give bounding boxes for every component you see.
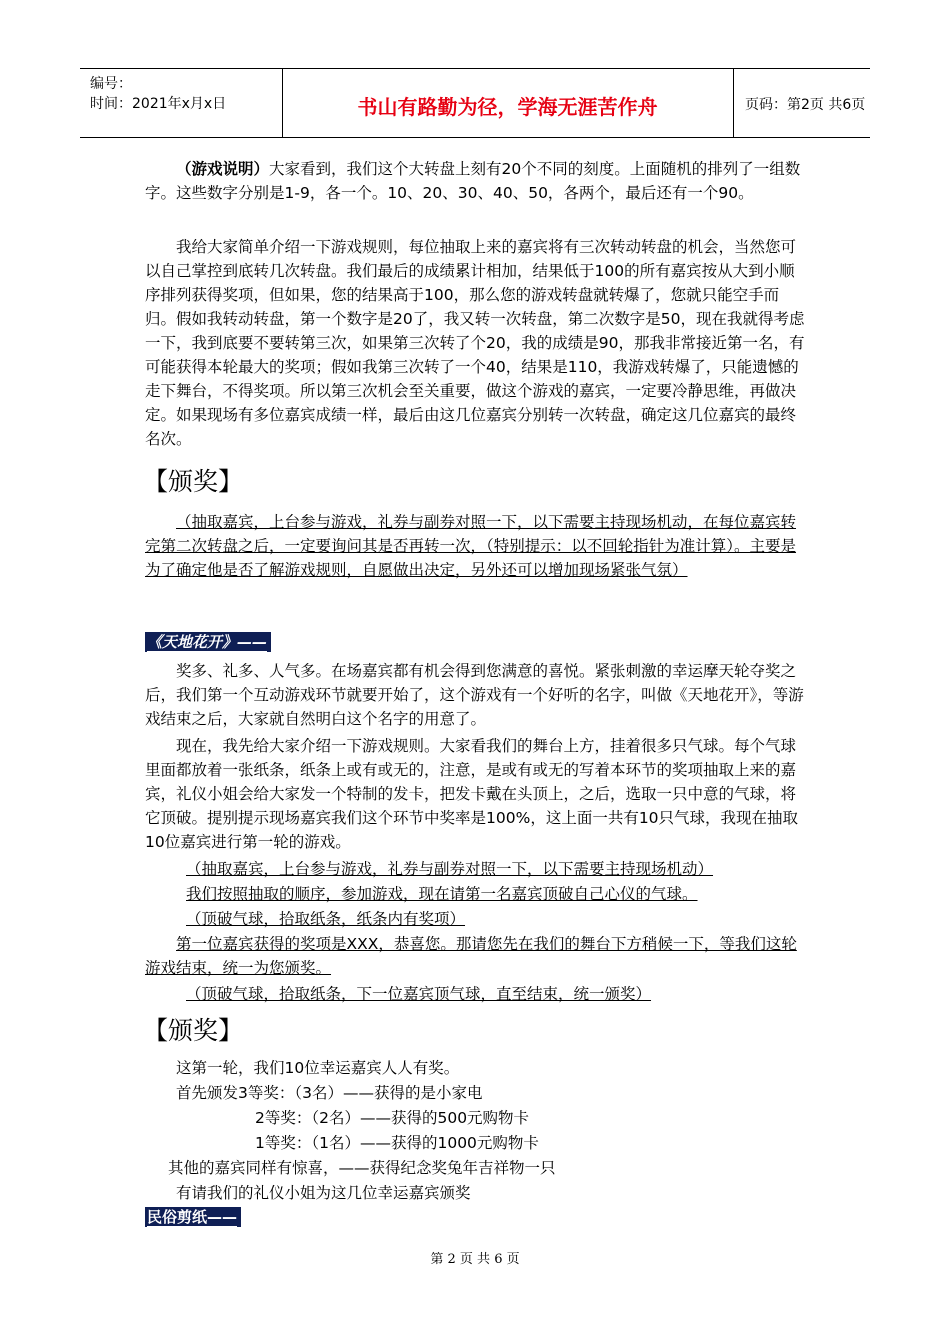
description-text: 大家看到，我们这个大转盘上刻有20个不同的刻度。上面随机的排列了一组数字。这些数字分别是1-9，各一个。10、20、30、40、50，各两个，最后还有一个90。 [145, 160, 801, 202]
section-title-folk-papercut: 民俗剪纸—— [145, 1207, 241, 1227]
game-rules: 我给大家简单介绍一下游戏规则，每位抽取上来的嘉宾将有三次转动转盘的机会，当然您可以自己掌控到底转几次转盘。我们最后的成绩累计相加，结果低于100的所有嘉宾按从大到小顺序排列获得奖项，但如果，您的结果高于100，那么您的游戏转盘就转爆了，您就只能空手而归。假如我转动转盘，第一个数字是20了，我又转一次转盘，第二次数字是50，现在我就得考虑一下，我到底要不要转第三次，如果第三次转了个20，我的成绩是90，那我非常接近第一名，有可能获得本轮最大的奖项；假如我第三次转了一个40，结果是110，我游戏转爆了，只能遗憾的走下舞台，不得奖项。所以第三次机会至关重要，做这个游戏的嘉宾，一定要冷静思维，再做决定。如果现场有多位嘉宾成绩一样，最后由这几位嘉宾分别转一次转盘，确定这几位嘉宾的最终名次。 [145, 238, 805, 448]
game2-rules: 现在，我先给大家介绍一下游戏规则。大家看我们的舞台上方，挂着很多只气球。每个气球里面都放着一张纸条，纸条上或有或无的，注意，是或有或无的写着本环节的奖项抽取上来的嘉宾，礼仪小姐会给大家发一个特制的发卡，把发卡戴在头顶上，之后，选取一只中意的气球，将它顶破。提别提示现场嘉宾我们这个环节中奖率是100%，这上面一共有10只气球，我现在抽取10位嘉宾进行第一轮的游戏。 [145, 737, 799, 851]
motto: 书山有路勤为径，学海无涯苦作舟 [357, 95, 658, 119]
host-note: （顶破气球，拾取纸条，下一位嘉宾顶气球，直至结束，统一颁奖） [186, 985, 652, 1003]
awards-intro: 这第一轮，我们10位幸运嘉宾人人有奖。 [176, 1059, 460, 1077]
host-line: 第一位嘉宾获得的奖项是XXX，恭喜您。那请您先在我们的舞台下方稍候一下，等我们这轮游戏结束，统一为您颁奖。 [145, 935, 797, 977]
third-prize: 首先颁发3等奖：（3名）——获得的是小家电 [176, 1084, 483, 1102]
game2-intro: 奖多、礼多、人气多。在场嘉宾都有机会得到您满意的喜悦。紧张刺激的幸运摩天轮夺奖之后，我们第一个互动游戏环节就要开始了，这个游戏有一个好听的名字，叫做《天地花开》，等游戏结束之后，大家就自然明白这个名字的用意了。 [145, 662, 804, 728]
second-prize: 2等奖：（2名）——获得的500元购物卡 [255, 1109, 530, 1127]
award-invite: 有请我们的礼仪小姐为这几位幸运嘉宾颁奖 [176, 1184, 471, 1202]
host-note: （抽取嘉宾，上台参与游戏，礼券与副券对照一下，以下需要主持现场机动） [186, 860, 714, 878]
header-page-cell [733, 69, 870, 137]
first-prize: 1等奖：（1名）——获得的1000元购物卡 [255, 1134, 539, 1152]
award-heading: 【颁奖】 [143, 467, 244, 496]
doc-number-label: 编号： [90, 76, 132, 92]
game-description [145, 157, 809, 205]
consolation-prize: 其他的嘉宾同样有惊喜，——获得纪念奖兔年吉祥物一只 [168, 1159, 556, 1177]
award-note: （抽取嘉宾，上台参与游戏，礼券与副券对照一下，以下需要主持现场机动，在每位嘉宾转完第二次转盘之后，一定要询问其是否再转一次，（特别提示：以不回轮指针为准计算）。主要是为了确定他是否了解游戏规则，自愿做出决定，另外还可以增加现场紧张气氛） [145, 513, 797, 579]
host-note: （顶破气球，拾取纸条，纸条内有奖项） [186, 910, 466, 928]
doc-time: 时间：2021年x月x日 [90, 96, 227, 112]
description-lead: （游戏说明） [176, 160, 270, 178]
award-heading: 【颁奖】 [143, 1016, 244, 1045]
page-header [80, 68, 870, 138]
header-left-cell [80, 69, 283, 137]
section-title-tiandihuakai: 《天地花开》—— [145, 632, 271, 652]
host-line: 我们按照抽取的顺序，参加游戏，现在请第一名嘉宾顶破自己心仪的气球。 [186, 885, 698, 903]
page-indicator: 页码：第2页 共6页 [745, 97, 866, 113]
header-motto-cell [282, 69, 734, 137]
page-footer: 第 2 页 共 6 页 [430, 1252, 520, 1267]
